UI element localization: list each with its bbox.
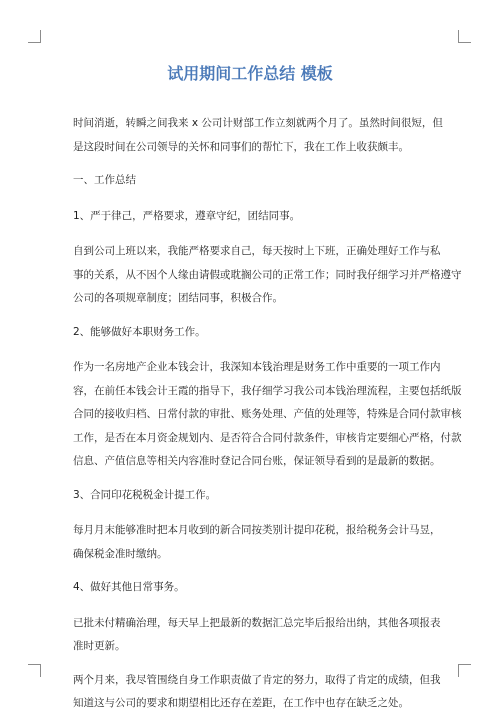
text-line: 2、能够做好本职财务工作。 [73,325,206,338]
text-line: 一、工作总结 [73,174,136,186]
crop-mark-top-right [458,30,471,43]
text-line: 知道这与公司的要求和期望相比还存在差距，在工作中也存在缺乏之处。 [73,697,409,709]
text-line: 3、合同印花税税金计提工作。 [73,488,217,501]
item-heading-4 [52,576,454,600]
paragraph-item-4 [52,612,454,659]
section-heading [52,169,454,193]
paragraph-intro [52,112,454,159]
text-line: 每月月末能够准时把本月收到的新合同按类别计提印花税，报给税务会计马昱， [73,524,441,536]
paragraph-item-3 [52,519,454,566]
item-heading-3 [52,484,454,508]
text-line: 事的关系，从不因个人缘由请假或耽搁公司的正常工作；同时我仔细学习并严格遵守 [73,268,462,281]
text-line: 准时更新。 [73,640,126,652]
document-body [52,112,462,726]
crop-mark-bottom-right [458,664,471,677]
paragraph-item-1 [52,240,462,311]
text-line: 工作，是否在本月资金规划内、是否符合合同付款条件，审核肯定要细心严格，付款 [73,431,462,444]
text-line: 是这段时间在公司领导的关怀和同事们的帮忙下，我在工作上收获颇丰。 [73,140,409,153]
text-line: 信息、产值信息等相关内容准时登记合同台账，保证领导看到的是最新的数据。 [73,455,441,467]
text-line: 作为一名房地产企业本钱会计，我深知本钱治理是财务工作中重要的一项工作内 [73,361,441,373]
item-heading-1 [52,205,454,229]
document-title: 试用期间工作总结 模板 [167,64,333,83]
text-line: 公司的各项规章制度；团结同事，积极合作。 [73,292,283,304]
text-line: 确保税金准时缴纳。 [73,547,168,560]
text-line: 容，在前任本钱会计王霞的指导下，我仔细学习我公司本钱治理流程，主要包括纸版 [73,384,462,397]
text-line: 自到公司上班以来，我能严格要求自己，每天按时上下班，正确处理好工作与私 [73,245,441,257]
paragraph-item-2 [52,356,462,474]
text-line: 两个月来，我尽管围绕自身工作职责做了肯定的努力，取得了肯定的成绩，但我 [73,673,441,686]
text-line: 时间消逝，转瞬之间我来 x 公司计财部工作立刻就两个月了。虽然时间很短，但 [73,117,443,129]
crop-mark-bottom-left [28,664,41,677]
text-line: 4、做好其他日常事务。 [73,581,185,593]
text-line: 已批未付精确治理，每天早上把最新的数据汇总完毕后报给出纳，其他各项报表 [73,616,441,629]
item-heading-2 [52,321,454,345]
text-line: 合同的接收归档、日常付款的审批、账务处理、产值的处理等，特殊是合同付款审核 [73,408,462,420]
text-line: 1、严于律己，严格要求，遵章守纪，团结同事。 [73,209,301,222]
crop-mark-top-left [28,30,41,43]
paragraph-conclusion [52,669,454,716]
